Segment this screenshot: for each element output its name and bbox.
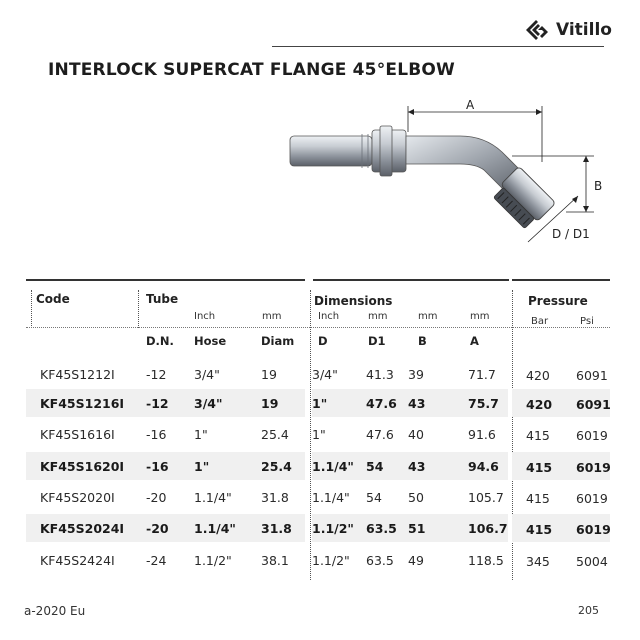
cell-psi: 6019 [576,491,608,506]
code-divider [31,290,32,328]
cell-dn: -20 [146,521,169,536]
cell-a: 71.7 [468,367,496,382]
cell-a: 105.7 [468,490,504,505]
table-row [26,546,610,574]
cell-d: 1" [312,427,326,442]
cell-psi: 6019 [576,428,608,443]
cell-dn: -24 [146,553,167,568]
cell-d: 1" [312,396,328,411]
cell-psi: 6091 [576,397,611,412]
header-pressure: Pressure [528,294,588,308]
cell-b: 39 [408,367,424,382]
cell-hose: 3/4" [194,396,223,411]
cell-d1: 41.3 [366,367,394,382]
cell-bar: 345 [526,554,550,569]
cell-diam: 19 [261,396,279,411]
cell-hose: 3/4" [194,367,220,382]
subheader-dn: D.N. [146,334,174,348]
header-rule-pressure [512,279,610,281]
cell-diam: 25.4 [261,427,289,442]
header-rule-dimensions [313,279,509,281]
unit-dim-mm-3: mm [470,311,490,322]
cell-code: KF45S1616I [40,427,115,442]
cell-d1: 47.6 [366,396,397,411]
cell-dn: -12 [146,367,167,382]
cell-b: 51 [408,521,426,536]
footer-edition: a-2020 Eu [24,604,86,618]
cell-dn: -16 [146,427,167,442]
cell-hose: 1.1/4" [194,521,236,536]
header-rule [272,46,604,47]
table-row [26,514,610,542]
cell-d: 1.1/4" [312,490,350,505]
cell-d1: 63.5 [366,521,397,536]
cell-d1: 54 [366,490,382,505]
cell-bar: 420 [526,397,553,412]
cell-d: 1.1/4" [312,459,354,474]
cell-dn: -16 [146,459,169,474]
vitillo-diamond-logo-icon [524,18,550,42]
cell-b: 43 [408,459,426,474]
unit-dim-mm-1: mm [368,311,388,322]
cell-bar: 420 [526,368,550,383]
dimension-b-label: B [594,179,603,193]
subheader-d: D [318,334,328,348]
cell-d: 3/4" [312,367,338,382]
unit-tube-mm: mm [262,311,282,322]
brand-name: Vitillo [556,20,612,40]
cell-a: 91.6 [468,427,496,442]
cell-b: 43 [408,396,426,411]
cell-b: 49 [408,553,424,568]
cell-d1: 54 [366,459,384,474]
cell-a: 118.5 [468,553,504,568]
fitting-diagram [280,92,620,262]
unit-dim-mm-2: mm [418,311,438,322]
brand-logo [524,18,612,42]
header-rule-tube [26,279,305,281]
cell-b: 40 [408,427,424,442]
cell-hose: 1.1/4" [194,490,232,505]
cell-b: 50 [408,490,424,505]
cell-hose: 1" [194,427,208,442]
header-tube: Tube [146,292,179,306]
cell-code: KF45S1620I [40,459,125,474]
cell-code: KF45S2020I [40,490,115,505]
table-row [26,483,610,511]
cell-code: KF45S2024I [40,521,125,536]
cell-a: 94.6 [468,459,499,474]
cell-a: 75.7 [468,396,499,411]
cell-psi: 6019 [576,522,611,537]
cell-code: KF45S1212I [40,367,115,382]
table-row [26,420,610,448]
header-dimensions: Dimensions [314,294,393,308]
header-code: Code [36,292,70,306]
table-row [26,389,610,417]
cell-bar: 415 [526,491,550,506]
cell-diam: 31.8 [261,490,289,505]
subheader-a: A [470,334,479,348]
cell-diam: 25.4 [261,459,292,474]
unit-dim-inch: Inch [318,311,340,322]
cell-psi: 6019 [576,460,611,475]
table-row [26,360,610,388]
table-row [26,452,610,480]
cell-bar: 415 [526,522,553,537]
cell-code: KF45S1216I [40,396,125,411]
subheader-diam: Diam [261,334,295,348]
cell-hose: 1.1/2" [194,553,232,568]
cell-diam: 19 [261,367,277,382]
unit-bar: Bar [531,316,549,327]
unit-tube-inch: Inch [194,311,216,322]
page-title: INTERLOCK SUPERCAT FLANGE 45°ELBOW [48,60,456,80]
cell-dn: -12 [146,396,169,411]
subheader-b: B [418,334,427,348]
units-rule [26,327,610,328]
cell-diam: 38.1 [261,553,289,568]
cell-psi: 5004 [576,554,608,569]
dimension-a-label: A [466,98,475,112]
cell-bar: 415 [526,428,550,443]
tube-divider [138,290,139,328]
subheader-d1: D1 [368,334,386,348]
cell-diam: 31.8 [261,521,292,536]
unit-psi: Psi [580,316,594,327]
cell-dn: -20 [146,490,167,505]
page-number: 205 [578,604,599,617]
cell-bar: 415 [526,460,553,475]
cell-code: KF45S2424I [40,553,115,568]
cell-hose: 1" [194,459,210,474]
cell-d: 1.1/2" [312,521,354,536]
cell-d1: 63.5 [366,553,394,568]
subheader-hose: Hose [194,334,227,348]
cell-d: 1.1/2" [312,553,350,568]
cell-a: 106.7 [468,521,508,536]
cell-d1: 47.6 [366,427,394,442]
dimension-d-label: D / D1 [552,227,590,241]
cell-psi: 6091 [576,368,608,383]
